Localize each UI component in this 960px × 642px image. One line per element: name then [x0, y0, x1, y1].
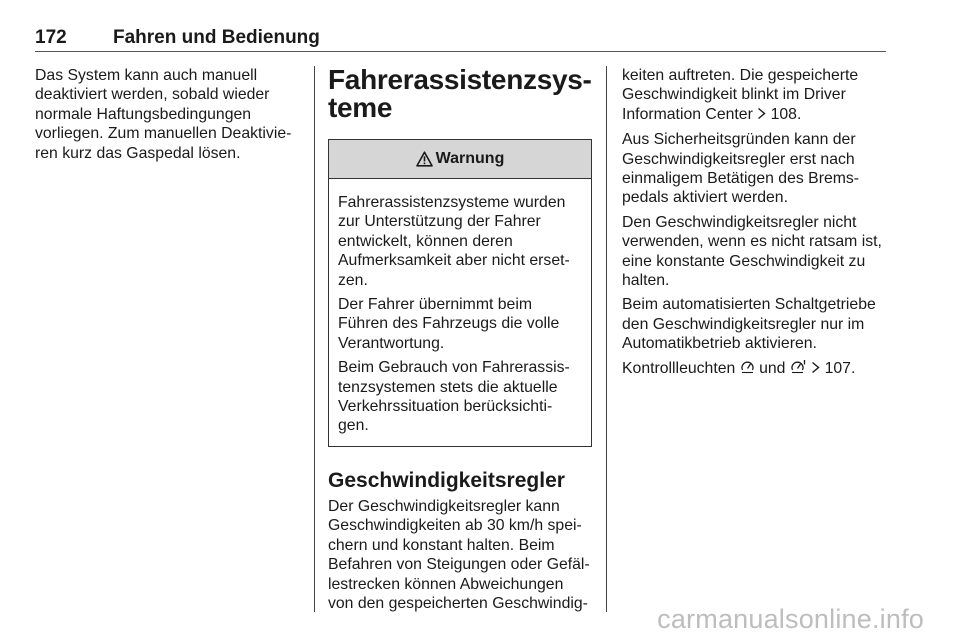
paragraph: Kontrollleuchten und 107.	[622, 359, 890, 379]
warning-box	[328, 139, 592, 447]
page-reference-arrow-icon	[811, 360, 820, 379]
paragraph: Der Geschwindigkeitsregler kann Geschwindigkeiten ab 30 km/h spei- chern und konstant halten. Beim Befahren von Steigungen oder Gefäl- lestrecken können Abweichungen von den gespeicherten Geschwindig-	[328, 497, 590, 612]
cruise-control-lamp-icon	[740, 360, 755, 379]
paragraph: keiten auftreten. Die gespeicherte Geschwindigkeit blinkt im Driver Information Center 108.	[622, 66, 890, 125]
paragraph: Fahrerassistenzsysteme wurden zur Unterstützung der Fahrer entwickelt, können deren Aufmerksamkeit aber nicht erset- zen.	[338, 194, 570, 289]
paragraph: Der Fahrer übernimmt beim Führen des Fahrzeugs die volle Verantwortung.	[338, 296, 560, 352]
watermark: carmanualsonline.info	[657, 604, 924, 634]
warning-title: Warnung	[435, 150, 505, 168]
section-title: Fahrerassistenzsys- teme	[328, 64, 592, 123]
paragraph: Den Geschwindigkeitsregler nicht verwenden, wenn es nicht ratsam ist, eine konstante Geschwindigkeit zu halten.	[622, 213, 882, 290]
column-2	[328, 66, 592, 618]
column-divider-2	[606, 66, 607, 612]
warning-triangle-icon	[416, 151, 433, 167]
column-3	[622, 66, 890, 384]
cruise-control-set-lamp-icon	[790, 359, 807, 379]
page-number: 172	[35, 27, 67, 48]
page-reference[interactable]: 107.	[824, 359, 856, 377]
warning-body	[329, 179, 591, 446]
paragraph: Das System kann auch manuell deaktiviert werden, sobald wieder normale Haftungsbedingungen vorliegen. Zum manuellen Deaktivie- ren kurz das Gaspedal lösen.	[35, 67, 292, 162]
column-divider-1	[314, 66, 315, 612]
paragraph: Beim Gebrauch von Fahrerassis- tenzsystemen stets die aktuelle Verkehrssituation berücksichti- gen.	[338, 359, 570, 435]
page-header	[35, 27, 886, 52]
paragraph: Beim automatisierten Schaltgetriebe den Geschwindigkeitsregler nur im Automatikbetrieb aktivieren.	[622, 296, 876, 353]
page-reference-arrow-icon	[757, 106, 766, 125]
chapter-title: Fahren und Bedienung	[113, 27, 320, 48]
paragraph: Aus Sicherheitsgründen kann der Geschwindigkeitsregler erst nach einmaligem Betätigen des Brems- pedals aktiviert werden.	[622, 131, 860, 207]
column-1	[35, 66, 303, 168]
page-reference[interactable]: 108.	[770, 105, 802, 123]
warning-header	[329, 140, 591, 179]
subsection-title: Geschwindigkeitsregler	[328, 468, 565, 492]
